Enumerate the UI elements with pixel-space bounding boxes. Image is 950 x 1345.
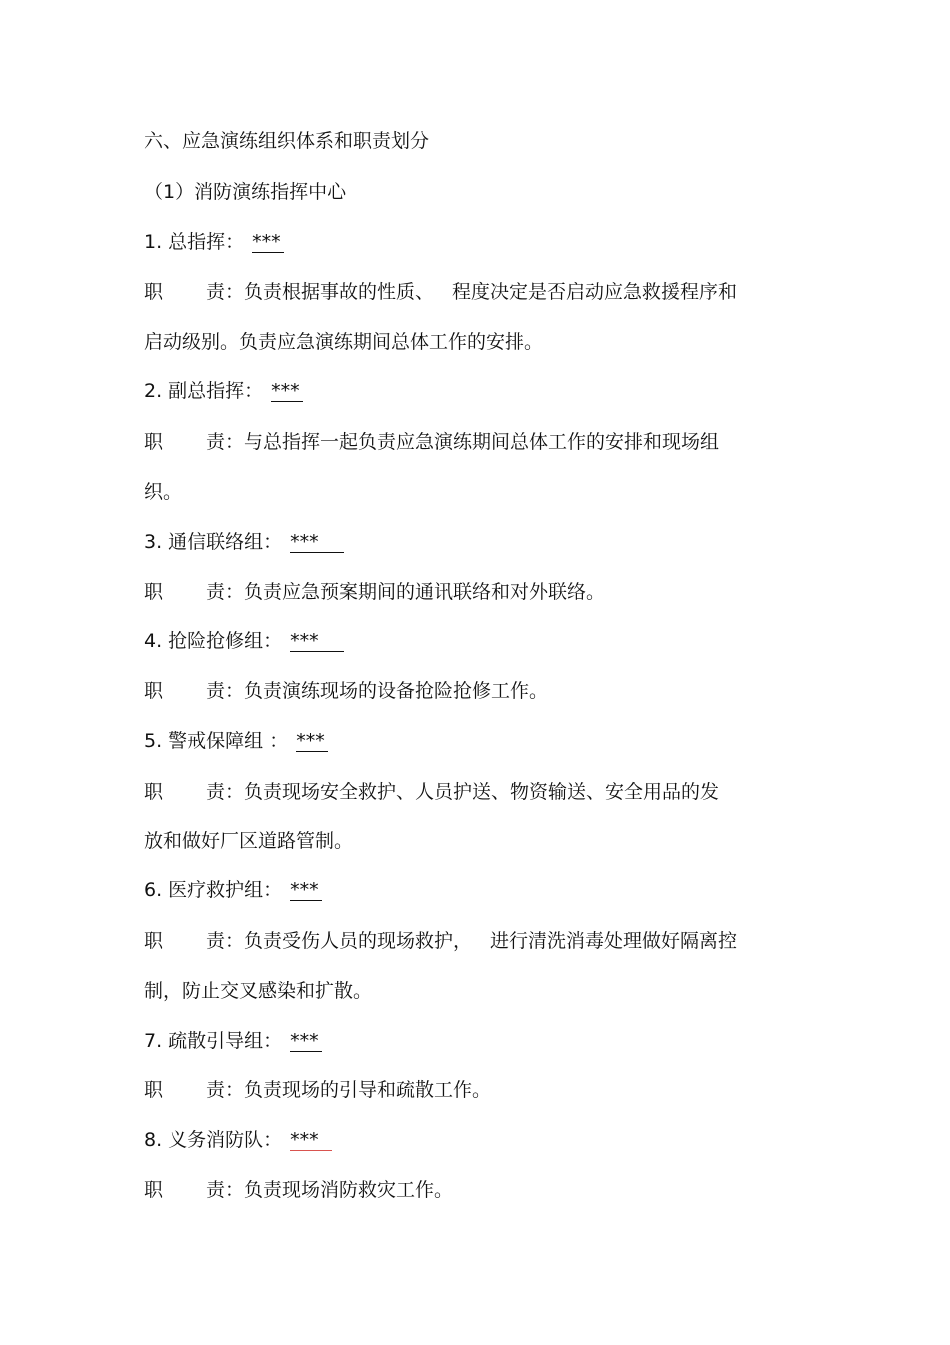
- duty-label-char2: 责：: [206, 930, 245, 952]
- role-7-duty-text-1: 负责现场的引导和疏散工作。: [244, 1079, 492, 1101]
- role-6-name: ***: [290, 880, 322, 901]
- duty-label-char2: 责：: [206, 781, 245, 803]
- role-1-duty: [144, 280, 737, 304]
- role-3-duty: [144, 580, 605, 604]
- role-8-title: 8. 义务消防队：: [144, 1129, 283, 1151]
- role-5-duty: [144, 780, 719, 804]
- role-1-name: ***: [252, 232, 284, 253]
- role-4-title: 4. 抢险抢修组：: [144, 630, 283, 652]
- role-5-title: 5. 警戒保障组 ：: [144, 730, 289, 752]
- duty-label-char2: 责：: [206, 281, 245, 303]
- subsection-title: （1）消防演练指挥中心: [144, 181, 347, 203]
- role-8-duty: [144, 1178, 453, 1202]
- role-1-duty-cont: 启动级别。负责应急演练期间总体工作的安排。: [144, 331, 544, 353]
- duty-label-char2: 责：: [206, 581, 245, 603]
- duty-label-char1: 职: [144, 1079, 164, 1101]
- role-2-duty: [144, 430, 719, 454]
- role-2-title: 2. 副总指挥：: [144, 380, 264, 402]
- role-5-name: ***: [296, 731, 328, 752]
- role-6-duty: [144, 929, 737, 953]
- role-2-duty-cont: 织。: [144, 481, 183, 503]
- role-6-duty-text-2: 进行清洗消毒处理做好隔离控: [490, 930, 738, 952]
- role-6-title: 6. 医疗救护组：: [144, 879, 283, 901]
- role-5-heading: [144, 729, 328, 753]
- section-title: 六、应急演练组织体系和职责划分: [144, 130, 430, 152]
- role-7-duty: [144, 1078, 491, 1102]
- role-8-heading: [144, 1128, 332, 1152]
- role-7-title: 7. 疏散引导组：: [144, 1030, 283, 1052]
- duty-label-char2: 责：: [206, 680, 245, 702]
- role-4-duty-text-1: 负责演练现场的设备抢险抢修工作。: [244, 680, 549, 702]
- role-3-title: 3. 通信联络组：: [144, 531, 283, 553]
- duty-label-char1: 职: [144, 781, 164, 803]
- role-6-duty-cont: 制，防止交叉感染和扩散。: [144, 980, 373, 1002]
- role-7-heading: [144, 1029, 322, 1053]
- duty-label-char1: 职: [144, 680, 164, 702]
- role-4-heading: [144, 629, 344, 653]
- duty-label-char1: 职: [144, 1179, 164, 1201]
- role-4-duty: [144, 679, 548, 703]
- duty-label-char1: 职: [144, 930, 164, 952]
- role-5-duty-text-1: 负责现场安全救护、人员护送、物资输送、安全用品的发: [244, 781, 720, 803]
- role-3-heading: [144, 530, 344, 554]
- role-2-name: ***: [271, 381, 303, 402]
- role-6-duty-text-1: 负责受伤人员的现场救护，: [244, 930, 473, 952]
- duty-label-char1: 职: [144, 581, 164, 603]
- role-2-duty-text-1: 与总指挥一起负责应急演练期间总体工作的安排和现场组: [244, 431, 720, 453]
- role-8-name: ***: [290, 1130, 332, 1151]
- role-3-name: ***: [290, 532, 344, 553]
- role-6-heading: [144, 878, 322, 902]
- role-1-duty-text-1: 负责根据事故的性质、: [244, 281, 435, 303]
- role-3-duty-text-1: 负责应急预案期间的通讯联络和对外联络。: [244, 581, 606, 603]
- role-1-duty-text-2: 程度决定是否启动应急救援程序和: [452, 281, 738, 303]
- duty-label-char2: 责：: [206, 431, 245, 453]
- role-4-name: ***: [290, 631, 344, 652]
- duty-label-char1: 职: [144, 431, 164, 453]
- role-7-name: ***: [290, 1031, 322, 1052]
- duty-label-char2: 责：: [206, 1179, 245, 1201]
- role-5-duty-cont: 放和做好厂区道路管制。: [144, 830, 354, 852]
- role-2-heading: [144, 379, 303, 403]
- duty-label-char2: 责：: [206, 1079, 245, 1101]
- role-1-heading: [144, 230, 284, 254]
- duty-label-char1: 职: [144, 281, 164, 303]
- role-1-title: 1. 总指挥：: [144, 231, 245, 253]
- role-8-duty-text-1: 负责现场消防救灾工作。: [244, 1179, 454, 1201]
